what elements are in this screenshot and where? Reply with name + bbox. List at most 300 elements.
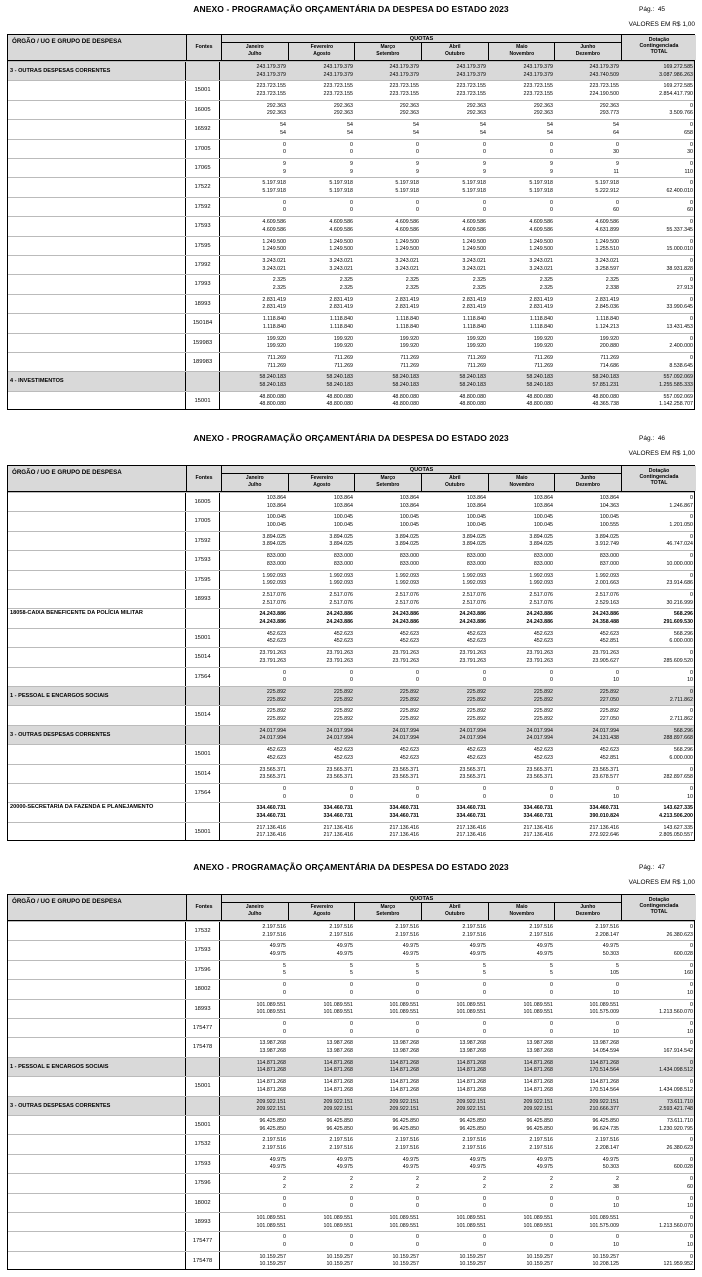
row-value: 114.871.268 — [323, 1086, 353, 1093]
row-value: 243.179.379 — [323, 71, 353, 78]
row-total: 110 — [684, 168, 693, 175]
row-value: 49.975 — [536, 950, 553, 957]
row-total: 0 — [690, 1059, 693, 1066]
header-month — [554, 474, 621, 491]
row-value: 13.987.268 — [259, 1040, 286, 1047]
row-value: 210.666.377 — [589, 1106, 619, 1113]
row-value: 4.609.586 — [595, 219, 619, 226]
row-value: 9 — [416, 168, 419, 175]
row-value: 3.243.021 — [395, 265, 419, 272]
row-value: 101.089.551 — [523, 1001, 553, 1008]
row-value: 833.000 — [533, 553, 553, 560]
row-value: 1.118.840 — [595, 316, 619, 323]
row-total: 0 — [690, 962, 693, 969]
row-total: 121.959.952 — [663, 1261, 693, 1268]
row-value: 10.159.257 — [259, 1253, 286, 1260]
row-label: 1 - PESSOAL E ENCARGOS SOCIAIS — [10, 1063, 109, 1070]
table-frame — [7, 921, 695, 1270]
row-value: 2.197.516 — [262, 924, 286, 930]
page-number — [639, 6, 665, 13]
row-value: 5.197.918 — [329, 187, 353, 194]
row-value: 0 — [416, 149, 419, 156]
row-fonte: 15014 — [185, 706, 220, 724]
row-value: 1.249.500 — [329, 246, 353, 253]
row-value: 101.089.551 — [456, 1009, 486, 1016]
row-total: 2.805.050.557 — [659, 832, 693, 839]
row-value: 3.912.749 — [595, 541, 619, 548]
row-value: 293.773 — [599, 110, 619, 117]
row-fonte: 18993 — [185, 1213, 220, 1231]
row-total: 0 — [690, 258, 693, 264]
row-value: 0 — [483, 1195, 486, 1202]
row-value: 3.894.025 — [529, 533, 553, 540]
row-value: 0 — [483, 199, 486, 206]
row-value: 10.159.257 — [392, 1261, 419, 1268]
row-total: 10 — [687, 1241, 693, 1248]
row-value: 2.517.076 — [529, 599, 553, 606]
row-value: 103.864 — [399, 502, 419, 509]
row-value: 58.240.183 — [526, 374, 553, 381]
row-value: 225.892 — [533, 708, 553, 715]
row-value: 833.000 — [466, 553, 486, 560]
row-value: 114.871.268 — [323, 1059, 353, 1066]
row-value: 9 — [616, 161, 619, 167]
row-total: 15.000.010 — [666, 246, 693, 253]
row-value: 209.922.151 — [323, 1106, 353, 1113]
header-month — [221, 474, 288, 491]
row-value: 2.517.076 — [462, 592, 486, 598]
row-value: 10 — [613, 1203, 619, 1210]
row-total: 10 — [687, 1203, 693, 1210]
row-total: 60 — [687, 207, 693, 214]
row-value: 114.871.268 — [389, 1079, 419, 1086]
header-month — [554, 903, 621, 920]
row-value: 2.325 — [605, 277, 619, 284]
row-value: 334.460.731 — [523, 805, 553, 812]
row-value: 101.089.551 — [523, 1215, 553, 1221]
row-value: 9 — [550, 161, 553, 167]
row-value: 452.623 — [533, 638, 553, 645]
row-value: 209.922.151 — [256, 1106, 286, 1113]
row-total: 0 — [690, 1195, 693, 1202]
header-month-second: Outubro — [444, 910, 465, 917]
row-value: 334.460.731 — [389, 805, 419, 812]
row-total: 282.897.658 — [663, 774, 693, 781]
row-total: 0 — [690, 277, 693, 284]
row-total: 0 — [690, 1215, 693, 1221]
row-value: 23.791.263 — [259, 650, 286, 657]
row-value: 23.791.263 — [259, 657, 286, 664]
row-fonte: 17593 — [185, 217, 220, 235]
row-value: 114.871.268 — [256, 1059, 286, 1066]
row-value: 225.892 — [466, 708, 486, 715]
row-total: 0 — [690, 650, 693, 657]
row-total: 0 — [690, 708, 693, 715]
row-value: 2.208.147 — [595, 931, 619, 938]
row-value: 0 — [483, 786, 486, 792]
row-value: 96.425.850 — [526, 1125, 553, 1132]
row-value: 96.425.850 — [392, 1125, 419, 1132]
row-total: 1.434.098.512 — [659, 1067, 693, 1074]
header-month-first: Janeiro — [245, 904, 264, 910]
page-number-value: 45 — [657, 6, 666, 13]
row-value: 170.514.564 — [589, 1086, 619, 1093]
row-value: 5 — [483, 962, 486, 969]
row-value: 2.325 — [405, 277, 419, 284]
row-label: 3 - OUTRAS DESPESAS CORRENTES — [10, 731, 111, 738]
row-value: 101.089.551 — [323, 1001, 353, 1008]
row-value: 0 — [350, 199, 353, 206]
header-dotacao-line: TOTAL — [650, 49, 668, 55]
row-value: 0 — [616, 1021, 619, 1027]
row-total: 0 — [690, 238, 693, 245]
header-month — [354, 43, 421, 60]
row-value: 0 — [616, 199, 619, 206]
row-value: 0 — [283, 1028, 286, 1035]
row-value: 24.243.886 — [459, 618, 486, 625]
row-value: 11 — [613, 168, 619, 175]
row-value: 2.197.516 — [529, 924, 553, 930]
row-value: 48.800.080 — [259, 393, 286, 400]
header-month — [354, 903, 421, 920]
row-value: 1.992.093 — [395, 572, 419, 579]
row-value: 4.631.899 — [595, 226, 619, 233]
row-value: 3.894.025 — [395, 533, 419, 540]
row-value: 0 — [550, 1234, 553, 1241]
row-fonte: 18002 — [185, 980, 220, 998]
row-fonte: 15001 — [185, 392, 220, 410]
row-value: 0 — [550, 793, 553, 800]
row-total: 2.854.417.790 — [659, 90, 693, 97]
row-value: 2.197.516 — [329, 1137, 353, 1144]
row-total: 10 — [687, 677, 693, 684]
row-total: 1.230.920.795 — [659, 1125, 693, 1132]
row-value: 23.565.371 — [592, 766, 619, 773]
row-fonte: 17593 — [185, 941, 220, 959]
row-fonte: 17592 — [185, 198, 220, 216]
row-value: 199.920 — [533, 335, 553, 342]
row-value: 2.197.516 — [395, 931, 419, 938]
row-value: 452.623 — [533, 754, 553, 761]
table-frame — [7, 492, 695, 841]
row-value: 209.922.151 — [389, 1098, 419, 1105]
row-fonte: 15001 — [185, 745, 220, 763]
row-total: 1.142.258.707 — [659, 401, 693, 408]
row-value: 225.892 — [333, 696, 353, 703]
row-value: 48.800.080 — [459, 393, 486, 400]
row-value: 243.179.379 — [256, 71, 286, 78]
row-value: 243.179.379 — [256, 64, 286, 70]
table-header — [7, 34, 695, 61]
row-value: 24.243.886 — [326, 618, 353, 625]
row-value: 54 — [413, 122, 419, 129]
header-month-first: Junho — [580, 904, 596, 910]
row-value: 2.529.163 — [595, 599, 619, 606]
header-month-second: Dezembro — [575, 50, 600, 57]
row-value: 0 — [550, 677, 553, 684]
row-value: 13.987.268 — [459, 1040, 486, 1047]
row-value: 114.871.268 — [256, 1086, 286, 1093]
row-value: 114.871.268 — [256, 1079, 286, 1086]
row-total: 0 — [690, 1137, 693, 1144]
header-dotacao-line: Contingenciada — [639, 474, 679, 480]
row-value: 0 — [283, 1195, 286, 1202]
row-total: 557.092.069 — [663, 374, 693, 381]
row-value: 101.089.551 — [389, 1222, 419, 1229]
row-value: 0 — [416, 1021, 419, 1027]
row-value: 199.920 — [266, 335, 286, 342]
row-value: 711.269 — [467, 362, 486, 369]
row-value: 1.249.500 — [395, 238, 419, 245]
row-total: 2.593.421.748 — [659, 1106, 693, 1113]
row-value: 0 — [416, 141, 419, 148]
page-number-value: 46 — [657, 435, 666, 442]
row-value: 23.678.577 — [592, 774, 619, 781]
row-total: 27.913 — [676, 284, 693, 291]
row-value: 225.892 — [333, 689, 353, 695]
header-dotacao-line: TOTAL — [650, 909, 668, 915]
row-fonte: 150184 — [185, 314, 220, 332]
row-value: 101.089.551 — [523, 1009, 553, 1016]
row-value: 292.363 — [266, 110, 286, 117]
row-value: 225.892 — [399, 715, 419, 722]
row-total: 55.337.345 — [666, 226, 693, 233]
row-value: 49.975 — [402, 950, 419, 957]
row-value: 13.987.268 — [326, 1040, 353, 1047]
row-value: 49.975 — [269, 1156, 286, 1163]
row-value: 4.609.586 — [395, 219, 419, 226]
row-value: 2 — [350, 1176, 353, 1183]
row-value: 23.565.371 — [526, 774, 553, 781]
row-value: 199.920 — [599, 335, 619, 342]
row-value: 217.136.416 — [456, 832, 486, 839]
row-value: 0 — [550, 141, 553, 148]
row-total: 0 — [690, 592, 693, 598]
row-value: 1.118.840 — [329, 316, 353, 323]
row-value: 243.179.379 — [523, 71, 553, 78]
row-value: 2.325 — [472, 284, 486, 291]
row-value: 225.892 — [399, 696, 419, 703]
row-total: 13.431.453 — [666, 323, 693, 330]
row-value: 4.609.586 — [529, 226, 553, 233]
row-value: 114.871.268 — [389, 1067, 419, 1074]
row-value: 23.905.627 — [592, 657, 619, 664]
row-total: 0 — [690, 943, 693, 950]
row-value: 2 — [416, 1176, 419, 1183]
row-value: 13.987.268 — [592, 1040, 619, 1047]
header-month-second: Outubro — [444, 50, 465, 57]
row-value: 10 — [613, 677, 619, 684]
row-value: 49.975 — [602, 1156, 619, 1163]
row-value: 2.517.076 — [262, 592, 286, 598]
row-value: 0 — [483, 149, 486, 156]
header-month-second: Setembro — [376, 481, 400, 488]
row-value: 452.851 — [599, 754, 619, 761]
row-value: 24.017.994 — [326, 735, 353, 742]
row-total: 0 — [690, 355, 693, 361]
row-value: 1.249.500 — [395, 246, 419, 253]
row-value: 0 — [616, 141, 619, 148]
row-value: 0 — [416, 786, 419, 792]
row-value: 2.197.516 — [529, 1144, 553, 1151]
row-label: 20000-SECRETARIA DA FAZENDA E PLANEJAMENTO — [10, 804, 154, 811]
row-value: 334.460.731 — [256, 812, 286, 819]
row-total: 1.246.867 — [669, 502, 693, 509]
row-fonte: 17596 — [185, 1174, 220, 1192]
row-total: 0 — [690, 1079, 693, 1086]
row-total: 0 — [690, 1176, 693, 1183]
row-value: 223.723.155 — [456, 83, 486, 90]
row-value: 24.243.886 — [392, 611, 419, 618]
row-value: 209.922.151 — [256, 1098, 286, 1105]
row-value: 23.791.263 — [326, 657, 353, 664]
row-value: 5 — [350, 970, 353, 977]
header-month — [488, 903, 555, 920]
row-value: 24.243.886 — [459, 611, 486, 618]
row-total: 0 — [690, 141, 693, 148]
row-value: 9 — [283, 161, 286, 167]
row-value: 101.089.551 — [323, 1009, 353, 1016]
row-total: 0 — [690, 924, 693, 930]
row-value: 0 — [550, 1028, 553, 1035]
row-total: 600.028 — [673, 1164, 693, 1171]
row-value: 58.240.183 — [459, 374, 486, 381]
row-value: 0 — [483, 141, 486, 148]
row-value: 2.845.036 — [595, 304, 619, 311]
header-month-first: Maio — [516, 44, 528, 50]
row-value: 2 — [550, 1176, 553, 1183]
row-value: 3.894.025 — [329, 541, 353, 548]
row-value: 3.894.025 — [329, 533, 353, 540]
row-value: 243.179.379 — [323, 64, 353, 70]
row-label: 3 - OUTRAS DESPESAS CORRENTES — [10, 1102, 111, 1109]
row-value: 199.920 — [266, 343, 286, 350]
row-value: 0 — [616, 1234, 619, 1241]
row-total: 0 — [690, 122, 693, 129]
row-value: 0 — [416, 207, 419, 214]
row-value: 833.000 — [333, 560, 353, 567]
row-value: 209.922.151 — [523, 1098, 553, 1105]
table-frame — [7, 61, 695, 410]
header-dotacao — [621, 466, 696, 491]
row-value: 54 — [613, 122, 619, 129]
row-total: 2.711.862 — [669, 715, 693, 722]
row-value: 1.118.840 — [462, 323, 486, 330]
row-fonte: 17522 — [185, 178, 220, 196]
row-value: 2.517.076 — [395, 599, 419, 606]
row-total: 169.272.585 — [663, 64, 693, 70]
row-value: 3.243.021 — [529, 258, 553, 264]
row-fonte: 15001 — [185, 1077, 220, 1095]
row-value: 452.623 — [266, 630, 286, 637]
row-value: 0 — [350, 1241, 353, 1248]
row-value: 30 — [613, 149, 619, 156]
row-value: 48.800.080 — [526, 393, 553, 400]
row-value: 2.197.516 — [329, 924, 353, 930]
row-value: 0 — [483, 677, 486, 684]
row-value: 24.243.886 — [259, 618, 286, 625]
row-value: 0 — [550, 199, 553, 206]
row-value: 103.864 — [466, 502, 486, 509]
row-total: 3.087.986.263 — [659, 71, 693, 78]
row-value: 5.197.918 — [262, 187, 286, 194]
row-value: 334.460.731 — [389, 812, 419, 819]
row-value: 9 — [283, 168, 286, 175]
row-value: 23.791.263 — [459, 650, 486, 657]
row-value: 2.325 — [339, 277, 353, 284]
row-total: 6.000.000 — [669, 638, 693, 645]
row-total: 291.609.530 — [663, 618, 693, 625]
row-value: 334.460.731 — [323, 805, 353, 812]
row-value: 1.249.500 — [462, 246, 486, 253]
row-total: 143.627.335 — [663, 805, 693, 812]
row-value: 833.000 — [466, 560, 486, 567]
row-value: 223.723.155 — [456, 90, 486, 97]
row-value: 0 — [416, 1241, 419, 1248]
row-value: 4.609.586 — [529, 219, 553, 226]
row-value: 105 — [610, 970, 619, 977]
row-value: 2.517.076 — [529, 592, 553, 598]
row-value: 0 — [350, 1234, 353, 1241]
row-value: 24.017.994 — [592, 727, 619, 734]
row-value: 9 — [483, 161, 486, 167]
row-value: 0 — [483, 1028, 486, 1035]
header-dotacao — [621, 35, 696, 60]
row-total: 0 — [690, 335, 693, 342]
row-total: 0 — [690, 766, 693, 773]
page-title: ANEXO - PROGRAMAÇÃO ORÇAMENTÁRIA DA DESPESA DO ESTADO 2023 — [193, 862, 509, 872]
row-value: 334.460.731 — [256, 805, 286, 812]
row-fonte: 15014 — [185, 765, 220, 783]
header-month-first: Fevereiro — [310, 904, 334, 910]
row-value: 49.975 — [602, 943, 619, 950]
page-number — [639, 864, 665, 871]
row-value: 2 — [283, 1176, 286, 1183]
row-value: 833.000 — [266, 560, 286, 567]
row-total: 38.931.828 — [666, 265, 693, 272]
row-value: 199.920 — [333, 343, 353, 350]
header-month-second: Julho — [248, 50, 262, 57]
row-value: 103.864 — [533, 495, 553, 501]
header-month-second: Dezembro — [575, 910, 600, 917]
row-total: 285.609.520 — [663, 657, 693, 664]
row-total: 26.380.623 — [666, 931, 693, 938]
row-value: 0 — [483, 1241, 486, 1248]
row-value: 100.045 — [466, 514, 486, 521]
row-value: 101.089.551 — [323, 1222, 353, 1229]
row-value: 9 — [350, 168, 353, 175]
row-value: 2.325 — [339, 284, 353, 291]
row-value: 0 — [350, 982, 353, 989]
row-value: 14.054.594 — [592, 1047, 619, 1054]
row-value: 452.623 — [399, 754, 419, 761]
header-quotas: QUOTAS — [221, 35, 621, 43]
page-title: ANEXO - PROGRAMAÇÃO ORÇAMENTÁRIA DA DESPESA DO ESTADO 2023 — [193, 433, 509, 443]
row-total: 23.914.686 — [666, 580, 693, 587]
row-value: 104.363 — [599, 502, 619, 509]
row-value: 100.045 — [466, 521, 486, 528]
row-value: 2.325 — [539, 284, 553, 291]
header-month-first: Janeiro — [245, 44, 264, 50]
row-value: 837.000 — [599, 560, 619, 567]
row-value: 1.992.093 — [395, 580, 419, 587]
row-value: 2.208.147 — [595, 1144, 619, 1151]
header-month-first: Maio — [516, 475, 528, 481]
row-value: 10.159.257 — [459, 1253, 486, 1260]
row-value: 58.240.183 — [259, 374, 286, 381]
row-value: 0 — [550, 1203, 553, 1210]
row-fonte: 17592 — [185, 532, 220, 550]
